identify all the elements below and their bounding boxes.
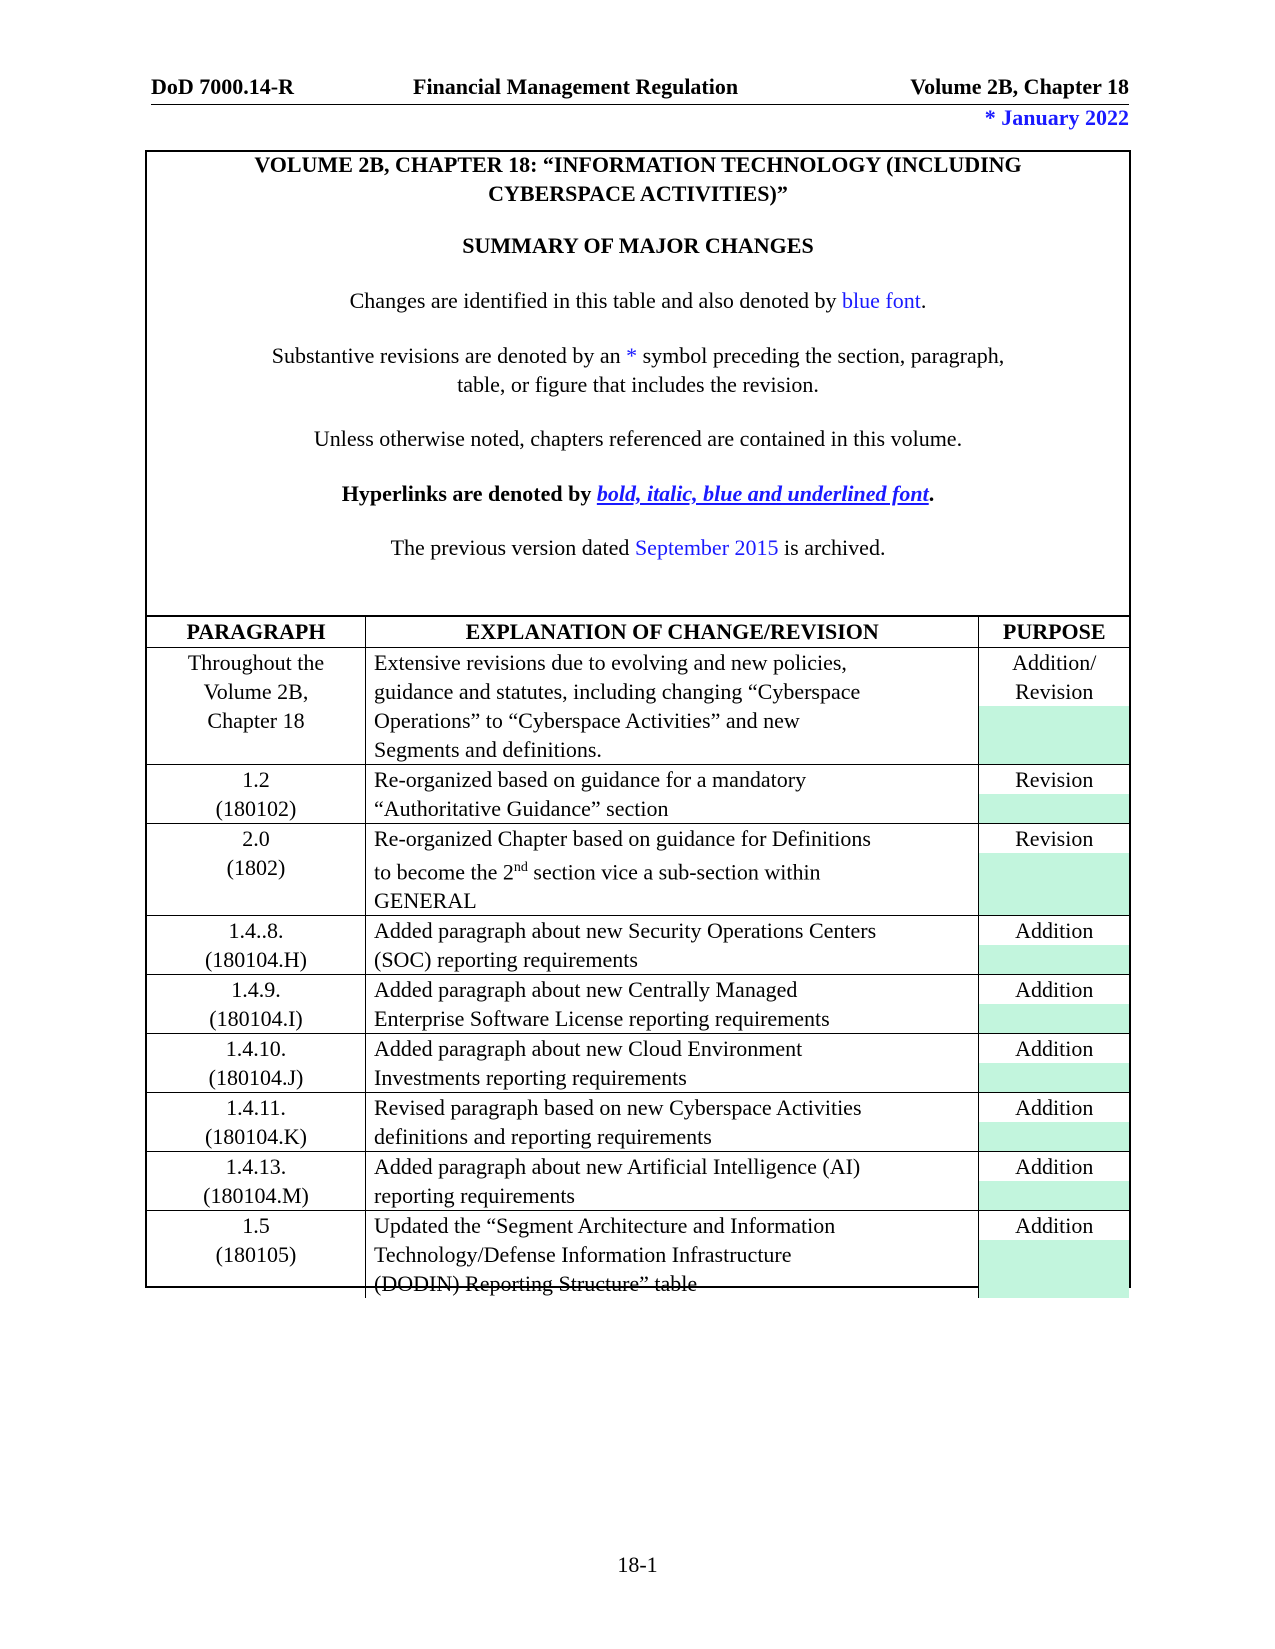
explanation-cell (366, 824, 979, 916)
explanation-cell (366, 1211, 979, 1299)
paragraph-line: Chapter 18 (207, 708, 305, 733)
prev-post: is archived. (778, 535, 886, 560)
table-row (147, 765, 1129, 824)
explanation-line: Technology/Defense Information Infrastructure (374, 1242, 792, 1268)
header-title: Financial Management Regulation (413, 74, 739, 99)
explanation-line: reporting requirements (374, 1183, 575, 1209)
explanation-line: Segments and definitions. (374, 737, 602, 762)
explanation-cell (366, 1152, 979, 1211)
page-number: 18-1 (617, 1552, 658, 1577)
explanation-line: Re-organized based on guidance for a mandatory (374, 767, 807, 792)
hyper-end: . (928, 481, 935, 506)
purpose-highlight (979, 1063, 1129, 1092)
purpose-text: Revision (1015, 767, 1094, 792)
paragraph-line: 1.5 (242, 1213, 270, 1239)
explanation-cell (366, 916, 979, 975)
purpose-cell (979, 824, 1129, 916)
table-row (147, 1093, 1129, 1152)
explanation-line: definitions and reporting requirements (374, 1124, 712, 1150)
explanation-line: Extensive revisions due to evolving and new policies, (374, 650, 847, 675)
paragraph-line: (180104.H) (204, 947, 308, 973)
table-row (147, 1034, 1129, 1093)
explanation-line: Revised paragraph based on new Cyberspace Activities (374, 1095, 862, 1121)
changes-table (147, 617, 1129, 1298)
paragraph-line: 1.4.10. (225, 1036, 287, 1062)
summary-subtitle: SUMMARY OF MAJOR CHANGES (462, 233, 814, 258)
purpose-wrap (979, 824, 1129, 915)
explanation-line: (SOC) reporting requirements (374, 947, 638, 973)
superscript-nd: nd (513, 860, 528, 875)
purpose-text: Addition (1015, 977, 1094, 1003)
substantive-note (187, 341, 1089, 399)
table-row (147, 824, 1129, 916)
col-header-explanation: EXPLANATION OF CHANGE/REVISION (366, 617, 979, 648)
explanation-cell (366, 765, 979, 824)
purpose-text: Addition (1015, 1036, 1094, 1062)
purpose-highlight (979, 945, 1129, 974)
purpose-wrap (979, 975, 1129, 1033)
changes-text: Changes are identified in this table and also denoted by (349, 288, 843, 313)
changes-end: . (920, 288, 927, 313)
explanation-line: (DODIN) Reporting Structure” table (374, 1271, 698, 1297)
paragraph-line: (180104.K) (204, 1124, 308, 1150)
paragraph-line: (180104.M) (203, 1183, 309, 1209)
col-header-paragraph: PARAGRAPH (147, 617, 366, 648)
header-date: * January 2022 (984, 105, 1129, 130)
purpose-wrap (979, 1034, 1129, 1092)
explanation-line: Enterprise Software License reporting requirements (374, 1006, 830, 1032)
subst-line2: table, or figure that includes the revision. (457, 372, 819, 397)
paragraph-cell (147, 824, 366, 916)
paragraph-line: 1.2 (242, 767, 270, 792)
paragraph-line: (1802) (226, 855, 286, 880)
changes-note (187, 286, 1089, 315)
purpose-text: Addition/ (1012, 650, 1097, 675)
purpose-highlight (979, 706, 1129, 764)
purpose-wrap (979, 1093, 1129, 1151)
paragraph-line: 2.0 (242, 826, 270, 851)
chapter-title-line2: CYBERSPACE ACTIVITIES)” (488, 181, 788, 206)
explanation-cell (366, 1093, 979, 1152)
purpose-highlight (979, 1122, 1129, 1151)
chapter-title-line1: VOLUME 2B, CHAPTER 18: “INFORMATION TECHNOLOGY (INCLUDING (254, 152, 1022, 177)
prev-date: September 2015 (634, 535, 779, 560)
paragraph-line: (180104.J) (208, 1065, 304, 1091)
purpose-text: Addition (1015, 1213, 1094, 1239)
purpose-text: Addition (1015, 1095, 1094, 1121)
paragraph-cell (147, 648, 366, 765)
col-header-purpose: PURPOSE (979, 617, 1129, 648)
explanation-line: guidance and statutes, including changing “Cyberspace (374, 679, 861, 704)
purpose-highlight (979, 853, 1129, 915)
purpose-cell (979, 1152, 1129, 1211)
paragraph-cell (147, 975, 366, 1034)
purpose-wrap (979, 648, 1129, 764)
hyperlink-note (187, 479, 1089, 508)
purpose-cell (979, 1211, 1129, 1299)
table-row (147, 975, 1129, 1034)
purpose-cell (979, 916, 1129, 975)
explanation-line (374, 853, 970, 886)
chapter-title (187, 150, 1089, 208)
purpose-highlight (979, 1004, 1129, 1033)
paragraph-cell (147, 1211, 366, 1299)
explanation-line: Added paragraph about new Security Operations Centers (374, 918, 877, 944)
explanation-text: section vice a sub-section within (527, 859, 821, 885)
paragraph-line: 1.4..8. (228, 918, 284, 944)
purpose-cell (979, 975, 1129, 1034)
table-row (147, 1152, 1129, 1211)
purpose-cell (979, 1034, 1129, 1093)
explanation-cell (366, 975, 979, 1034)
explanation-line: Investments reporting requirements (374, 1065, 687, 1091)
purpose-highlight (979, 1181, 1129, 1210)
summary-box (145, 150, 1131, 1297)
explanation-line: Updated the “Segment Architecture and Information (374, 1213, 836, 1239)
star-symbol: * (626, 343, 638, 368)
paragraph-cell (147, 916, 366, 975)
paragraph-cell (147, 1152, 366, 1211)
table-header-row (147, 617, 1129, 648)
purpose-cell (979, 765, 1129, 824)
explanation-line: Re-organized Chapter based on guidance for Definitions (374, 826, 871, 851)
explanation-line: Added paragraph about new Cloud Environment (374, 1036, 803, 1062)
purpose-highlight (979, 794, 1129, 823)
purpose-highlight (979, 1240, 1129, 1298)
explanation-line: Added paragraph about new Centrally Managed (374, 977, 798, 1003)
header-doc-id: DoD 7000.14-R (151, 74, 294, 99)
purpose-text: Addition (1015, 918, 1094, 944)
summary-section (147, 152, 1129, 617)
explanation-line: GENERAL (374, 888, 477, 914)
paragraph-cell (147, 765, 366, 824)
paragraph-line: Volume 2B, (203, 679, 309, 704)
purpose-cell (979, 648, 1129, 765)
purpose-wrap (979, 1152, 1129, 1210)
hyperlink-example[interactable]: bold, italic, blue and underlined font (596, 481, 929, 506)
header-volume: Volume 2B, Chapter 18 (910, 74, 1129, 99)
explanation-cell (366, 1034, 979, 1093)
running-header (151, 74, 1129, 105)
paragraph-line: (180102) (215, 796, 297, 821)
paragraph-line: Throughout the (187, 650, 325, 675)
table-row (147, 1211, 1129, 1299)
purpose-wrap (979, 765, 1129, 823)
paragraph-line: 1.4.11. (226, 1095, 286, 1121)
prev-pre: The previous version dated (390, 535, 635, 560)
unless-note: Unless otherwise noted, chapters referenced are contained in this volume. (313, 426, 963, 451)
paragraph-line: (180104.I) (209, 1006, 303, 1032)
purpose-text: Revision (1015, 679, 1094, 704)
paragraph-line: 1.4.9. (231, 977, 281, 1003)
explanation-line: Operations” to “Cyberspace Activities” and new (374, 708, 800, 733)
blue-font-text: blue font (842, 288, 921, 313)
subst-pre: Substantive revisions are denoted by an (271, 343, 627, 368)
explanation-line: Added paragraph about new Artificial Intelligence (AI) (374, 1154, 861, 1180)
purpose-text: Addition (1015, 1154, 1094, 1180)
previous-version-note (187, 533, 1089, 562)
purpose-cell (979, 1093, 1129, 1152)
paragraph-line: 1.4.13. (225, 1154, 287, 1180)
table-body (147, 648, 1129, 1299)
purpose-wrap (979, 1211, 1129, 1298)
purpose-text: Revision (1015, 826, 1094, 851)
explanation-text: to become the 2 (374, 859, 514, 885)
subst-post: symbol preceding the section, paragraph, (637, 343, 1005, 368)
explanation-cell (366, 648, 979, 765)
hyper-pre: Hyperlinks are denoted by (341, 481, 597, 506)
paragraph-line: (180105) (215, 1242, 297, 1268)
purpose-wrap (979, 916, 1129, 974)
explanation-line: “Authoritative Guidance” section (374, 796, 669, 821)
table-row (147, 648, 1129, 765)
table-row (147, 916, 1129, 975)
paragraph-cell (147, 1093, 366, 1152)
paragraph-cell (147, 1034, 366, 1093)
